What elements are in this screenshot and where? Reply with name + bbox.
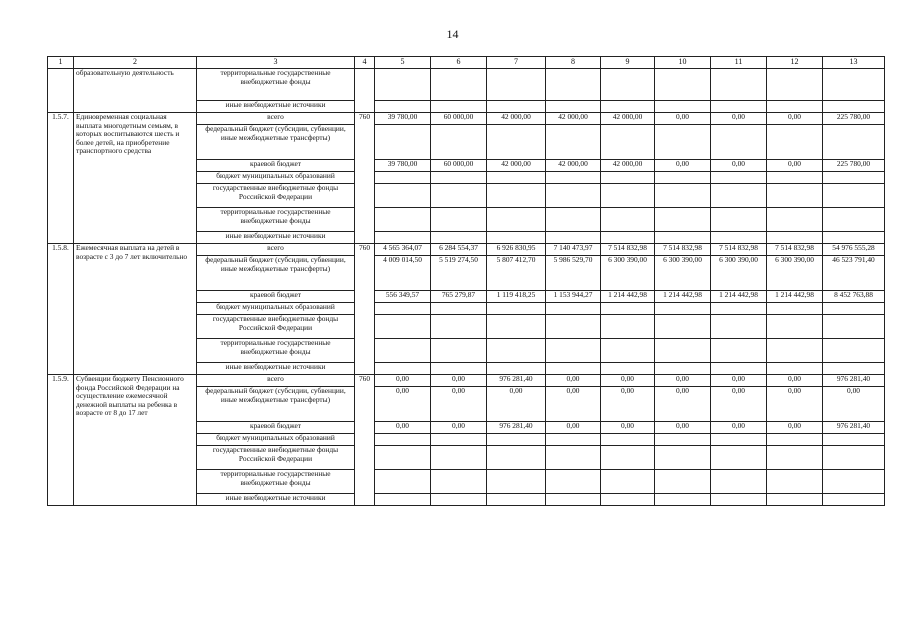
value-cell — [601, 303, 655, 315]
value-cell — [431, 184, 487, 208]
value-cell — [487, 339, 546, 363]
value-cell — [767, 446, 823, 470]
value-cell — [431, 470, 487, 494]
value-cell: 0,00 — [546, 387, 601, 422]
col-header: 7 — [487, 57, 546, 69]
value-cell: 42 000,00 — [487, 113, 546, 125]
value-cell — [487, 363, 546, 375]
value-cell — [546, 339, 601, 363]
funding-source-cell: территориальные государственные внебюджетные фонды — [197, 339, 355, 363]
funding-source-cell: территориальные государственные внебюджетные фонды — [197, 69, 355, 101]
value-cell — [711, 125, 767, 160]
funding-source-cell: всего — [197, 375, 355, 387]
item-number-cell: 1.5.7. — [48, 113, 74, 244]
value-cell — [823, 69, 885, 101]
value-cell: 8 452 763,88 — [823, 291, 885, 303]
value-cell — [823, 125, 885, 160]
funding-source-cell: федеральный бюджет (субсидии, субвенции, иные межбюджетные трансферты) — [197, 256, 355, 291]
col-header: 4 — [355, 57, 375, 69]
funding-source-cell: территориальные государственные внебюджетные фонды — [197, 470, 355, 494]
item-name-cell: Субвенции бюджету Пенсионного фонда Российской Федерации на осуществление ежемесячной денежной выплаты на ребенка в возрасте от 8 до 17 лет — [74, 375, 197, 506]
col-header: 10 — [655, 57, 711, 69]
value-cell: 42 000,00 — [546, 113, 601, 125]
value-cell — [655, 232, 711, 244]
funding-source-cell: государственные внебюджетные фонды Российской Федерации — [197, 446, 355, 470]
value-cell — [601, 69, 655, 101]
value-cell — [431, 172, 487, 184]
value-cell — [487, 470, 546, 494]
value-cell — [601, 446, 655, 470]
value-cell — [767, 184, 823, 208]
value-cell: 0,00 — [767, 375, 823, 387]
value-cell: 225 780,00 — [823, 113, 885, 125]
value-cell — [823, 494, 885, 506]
value-cell: 7 514 832,98 — [655, 244, 711, 256]
funding-source-cell: федеральный бюджет (субсидии, субвенции, иные межбюджетные трансферты) — [197, 125, 355, 160]
value-cell — [546, 470, 601, 494]
funding-source-cell: федеральный бюджет (субсидии, субвенции, иные межбюджетные трансферты) — [197, 387, 355, 422]
value-cell: 60 000,00 — [431, 113, 487, 125]
value-cell — [546, 172, 601, 184]
value-cell: 0,00 — [546, 375, 601, 387]
value-cell — [546, 232, 601, 244]
value-cell — [601, 184, 655, 208]
value-cell — [601, 125, 655, 160]
value-cell — [823, 303, 885, 315]
value-cell: 1 214 442,98 — [655, 291, 711, 303]
funding-source-cell: краевой бюджет — [197, 422, 355, 434]
value-cell — [375, 172, 431, 184]
value-cell: 0,00 — [711, 113, 767, 125]
value-cell — [375, 339, 431, 363]
value-cell: 42 000,00 — [487, 160, 546, 172]
value-cell — [711, 434, 767, 446]
value-cell: 42 000,00 — [546, 160, 601, 172]
funding-source-cell: иные внебюджетные источники — [197, 494, 355, 506]
value-cell — [546, 446, 601, 470]
value-cell — [655, 208, 711, 232]
code-cell: 760 — [355, 113, 375, 244]
value-cell: 0,00 — [711, 160, 767, 172]
value-cell: 0,00 — [823, 387, 885, 422]
value-cell — [546, 101, 601, 113]
value-cell — [546, 434, 601, 446]
value-cell — [711, 470, 767, 494]
value-cell — [431, 125, 487, 160]
value-cell — [601, 434, 655, 446]
value-cell: 0,00 — [375, 375, 431, 387]
value-cell — [487, 125, 546, 160]
value-cell — [487, 101, 546, 113]
value-cell — [767, 434, 823, 446]
value-cell — [711, 172, 767, 184]
value-cell: 0,00 — [767, 113, 823, 125]
value-cell — [375, 315, 431, 339]
funding-source-cell: краевой бюджет — [197, 291, 355, 303]
value-cell: 0,00 — [431, 387, 487, 422]
value-cell — [767, 172, 823, 184]
value-cell — [487, 315, 546, 339]
value-cell: 7 514 832,98 — [601, 244, 655, 256]
funding-source-cell: всего — [197, 113, 355, 125]
value-cell — [375, 232, 431, 244]
value-cell — [711, 339, 767, 363]
value-cell — [546, 184, 601, 208]
value-cell — [431, 232, 487, 244]
value-cell: 7 514 832,98 — [767, 244, 823, 256]
value-cell: 0,00 — [431, 422, 487, 434]
item-number-cell: 1.5.9. — [48, 375, 74, 506]
value-cell — [546, 363, 601, 375]
value-cell — [431, 208, 487, 232]
value-cell — [767, 339, 823, 363]
value-cell — [823, 101, 885, 113]
value-cell — [546, 494, 601, 506]
value-cell: 5 519 274,50 — [431, 256, 487, 291]
value-cell: 0,00 — [431, 375, 487, 387]
value-cell — [546, 315, 601, 339]
item-number-cell: 1.5.8. — [48, 244, 74, 375]
value-cell — [655, 184, 711, 208]
value-cell — [767, 303, 823, 315]
value-cell — [823, 434, 885, 446]
value-cell — [655, 434, 711, 446]
value-cell — [601, 232, 655, 244]
value-cell: 7 514 832,98 — [711, 244, 767, 256]
value-cell — [375, 363, 431, 375]
funding-source-cell: краевой бюджет — [197, 160, 355, 172]
value-cell: 0,00 — [711, 375, 767, 387]
funding-source-cell: бюджет муниципальных образований — [197, 303, 355, 315]
value-cell — [655, 303, 711, 315]
value-cell — [431, 339, 487, 363]
value-cell — [711, 184, 767, 208]
value-cell — [375, 101, 431, 113]
value-cell — [767, 101, 823, 113]
value-cell: 0,00 — [487, 387, 546, 422]
value-cell: 0,00 — [375, 387, 431, 422]
value-cell — [711, 208, 767, 232]
value-cell — [601, 363, 655, 375]
value-cell — [711, 303, 767, 315]
value-cell: 7 140 473,97 — [546, 244, 601, 256]
value-cell: 0,00 — [546, 422, 601, 434]
value-cell: 0,00 — [711, 387, 767, 422]
value-cell — [546, 208, 601, 232]
value-cell: 0,00 — [655, 375, 711, 387]
value-cell — [711, 232, 767, 244]
value-cell — [375, 208, 431, 232]
value-cell — [487, 303, 546, 315]
value-cell — [546, 125, 601, 160]
value-cell — [601, 339, 655, 363]
value-cell — [375, 184, 431, 208]
value-cell — [823, 232, 885, 244]
value-cell — [655, 172, 711, 184]
col-header: 5 — [375, 57, 431, 69]
value-cell: 0,00 — [601, 375, 655, 387]
value-cell — [431, 363, 487, 375]
value-cell: 0,00 — [767, 387, 823, 422]
value-cell — [431, 101, 487, 113]
value-cell — [487, 446, 546, 470]
value-cell — [823, 172, 885, 184]
value-cell — [655, 125, 711, 160]
value-cell — [431, 315, 487, 339]
value-cell — [375, 434, 431, 446]
value-cell — [655, 363, 711, 375]
value-cell: 46 523 791,40 — [823, 256, 885, 291]
value-cell — [655, 69, 711, 101]
value-cell — [546, 69, 601, 101]
value-cell — [823, 363, 885, 375]
funding-source-cell: иные внебюджетные источники — [197, 363, 355, 375]
value-cell: 0,00 — [601, 387, 655, 422]
value-cell — [375, 470, 431, 494]
value-cell: 1 214 442,98 — [601, 291, 655, 303]
value-cell: 39 780,00 — [375, 113, 431, 125]
value-cell: 1 214 442,98 — [711, 291, 767, 303]
value-cell: 5 807 412,70 — [487, 256, 546, 291]
value-cell — [431, 494, 487, 506]
value-cell — [711, 101, 767, 113]
table-row — [48, 113, 885, 125]
budget-table — [47, 56, 885, 506]
value-cell — [823, 315, 885, 339]
value-cell: 0,00 — [601, 422, 655, 434]
value-cell: 0,00 — [655, 113, 711, 125]
col-header: 3 — [197, 57, 355, 69]
value-cell — [655, 101, 711, 113]
value-cell — [711, 446, 767, 470]
value-cell: 0,00 — [375, 422, 431, 434]
value-cell — [601, 172, 655, 184]
col-header: 9 — [601, 57, 655, 69]
item-name-cell: образовательную деятельность — [74, 69, 197, 113]
value-cell — [655, 470, 711, 494]
value-cell: 976 281,40 — [823, 375, 885, 387]
table-row — [48, 69, 885, 101]
item-name-cell: Единовременная социальная выплата многодетным семьям, в которых воспитываются шесть и более детей, на приобретение транспортного средства — [74, 113, 197, 244]
value-cell: 0,00 — [767, 422, 823, 434]
value-cell — [823, 208, 885, 232]
value-cell — [711, 494, 767, 506]
value-cell — [375, 303, 431, 315]
value-cell: 0,00 — [711, 422, 767, 434]
col-header: 13 — [823, 57, 885, 69]
value-cell — [767, 363, 823, 375]
funding-source-cell: бюджет муниципальных образований — [197, 172, 355, 184]
value-cell: 0,00 — [655, 422, 711, 434]
col-header: 2 — [74, 57, 197, 69]
value-cell — [711, 363, 767, 375]
value-cell — [767, 125, 823, 160]
value-cell — [431, 446, 487, 470]
funding-source-cell: государственные внебюджетные фонды Российской Федерации — [197, 184, 355, 208]
value-cell — [711, 315, 767, 339]
table-row — [48, 244, 885, 256]
value-cell: 42 000,00 — [601, 113, 655, 125]
col-header: 12 — [767, 57, 823, 69]
value-cell: 42 000,00 — [601, 160, 655, 172]
value-cell — [655, 494, 711, 506]
value-cell — [487, 208, 546, 232]
value-cell: 1 153 944,27 — [546, 291, 601, 303]
value-cell — [767, 494, 823, 506]
value-cell: 976 281,40 — [823, 422, 885, 434]
value-cell — [655, 315, 711, 339]
value-cell — [601, 208, 655, 232]
value-cell — [823, 184, 885, 208]
value-cell — [431, 303, 487, 315]
value-cell — [487, 434, 546, 446]
value-cell: 0,00 — [767, 160, 823, 172]
code-cell: 760 — [355, 375, 375, 506]
value-cell — [767, 470, 823, 494]
value-cell — [601, 101, 655, 113]
table-row — [48, 375, 885, 387]
value-cell — [601, 470, 655, 494]
funding-source-cell: территориальные государственные внебюджетные фонды — [197, 208, 355, 232]
value-cell: 5 986 529,70 — [546, 256, 601, 291]
value-cell — [487, 172, 546, 184]
value-cell — [767, 315, 823, 339]
value-cell: 60 000,00 — [431, 160, 487, 172]
value-cell: 6 300 390,00 — [767, 256, 823, 291]
value-cell — [375, 69, 431, 101]
value-cell — [767, 69, 823, 101]
value-cell: 1 214 442,98 — [767, 291, 823, 303]
value-cell — [431, 69, 487, 101]
col-header: 1 — [48, 57, 74, 69]
value-cell: 4 009 014,50 — [375, 256, 431, 291]
col-header: 11 — [711, 57, 767, 69]
value-cell — [487, 184, 546, 208]
value-cell — [431, 434, 487, 446]
value-cell — [601, 494, 655, 506]
header-row — [48, 57, 885, 69]
table-body — [48, 57, 885, 506]
item-number-cell — [48, 69, 74, 113]
value-cell — [375, 125, 431, 160]
code-cell: 760 — [355, 244, 375, 375]
col-header: 6 — [431, 57, 487, 69]
value-cell: 6 926 830,95 — [487, 244, 546, 256]
funding-source-cell: бюджет муниципальных образований — [197, 434, 355, 446]
value-cell — [375, 494, 431, 506]
value-cell — [767, 232, 823, 244]
value-cell: 6 284 554,37 — [431, 244, 487, 256]
value-cell: 976 281,40 — [487, 375, 546, 387]
value-cell — [655, 339, 711, 363]
value-cell — [546, 303, 601, 315]
value-cell: 0,00 — [655, 160, 711, 172]
value-cell: 39 780,00 — [375, 160, 431, 172]
value-cell: 1 119 418,25 — [487, 291, 546, 303]
value-cell — [823, 470, 885, 494]
value-cell — [655, 446, 711, 470]
value-cell — [375, 446, 431, 470]
value-cell — [487, 494, 546, 506]
code-cell — [355, 69, 375, 113]
item-name-cell: Ежемесячная выплата на детей в возрасте с 3 до 7 лет включительно — [74, 244, 197, 375]
value-cell: 54 976 555,28 — [823, 244, 885, 256]
value-cell: 225 780,00 — [823, 160, 885, 172]
col-header: 8 — [546, 57, 601, 69]
funding-source-cell: иные внебюджетные источники — [197, 101, 355, 113]
value-cell: 556 349,57 — [375, 291, 431, 303]
value-cell — [767, 208, 823, 232]
value-cell — [711, 69, 767, 101]
value-cell: 976 281,40 — [487, 422, 546, 434]
funding-source-cell: всего — [197, 244, 355, 256]
value-cell: 6 300 390,00 — [655, 256, 711, 291]
funding-source-cell: государственные внебюджетные фонды Российской Федерации — [197, 315, 355, 339]
value-cell — [487, 232, 546, 244]
value-cell: 765 279,87 — [431, 291, 487, 303]
page-number: 14 — [446, 27, 459, 41]
value-cell — [823, 446, 885, 470]
value-cell — [601, 315, 655, 339]
value-cell: 0,00 — [655, 387, 711, 422]
funding-source-cell: иные внебюджетные источники — [197, 232, 355, 244]
value-cell: 6 300 390,00 — [711, 256, 767, 291]
value-cell: 4 565 364,07 — [375, 244, 431, 256]
value-cell — [823, 339, 885, 363]
value-cell — [487, 69, 546, 101]
value-cell: 6 300 390,00 — [601, 256, 655, 291]
